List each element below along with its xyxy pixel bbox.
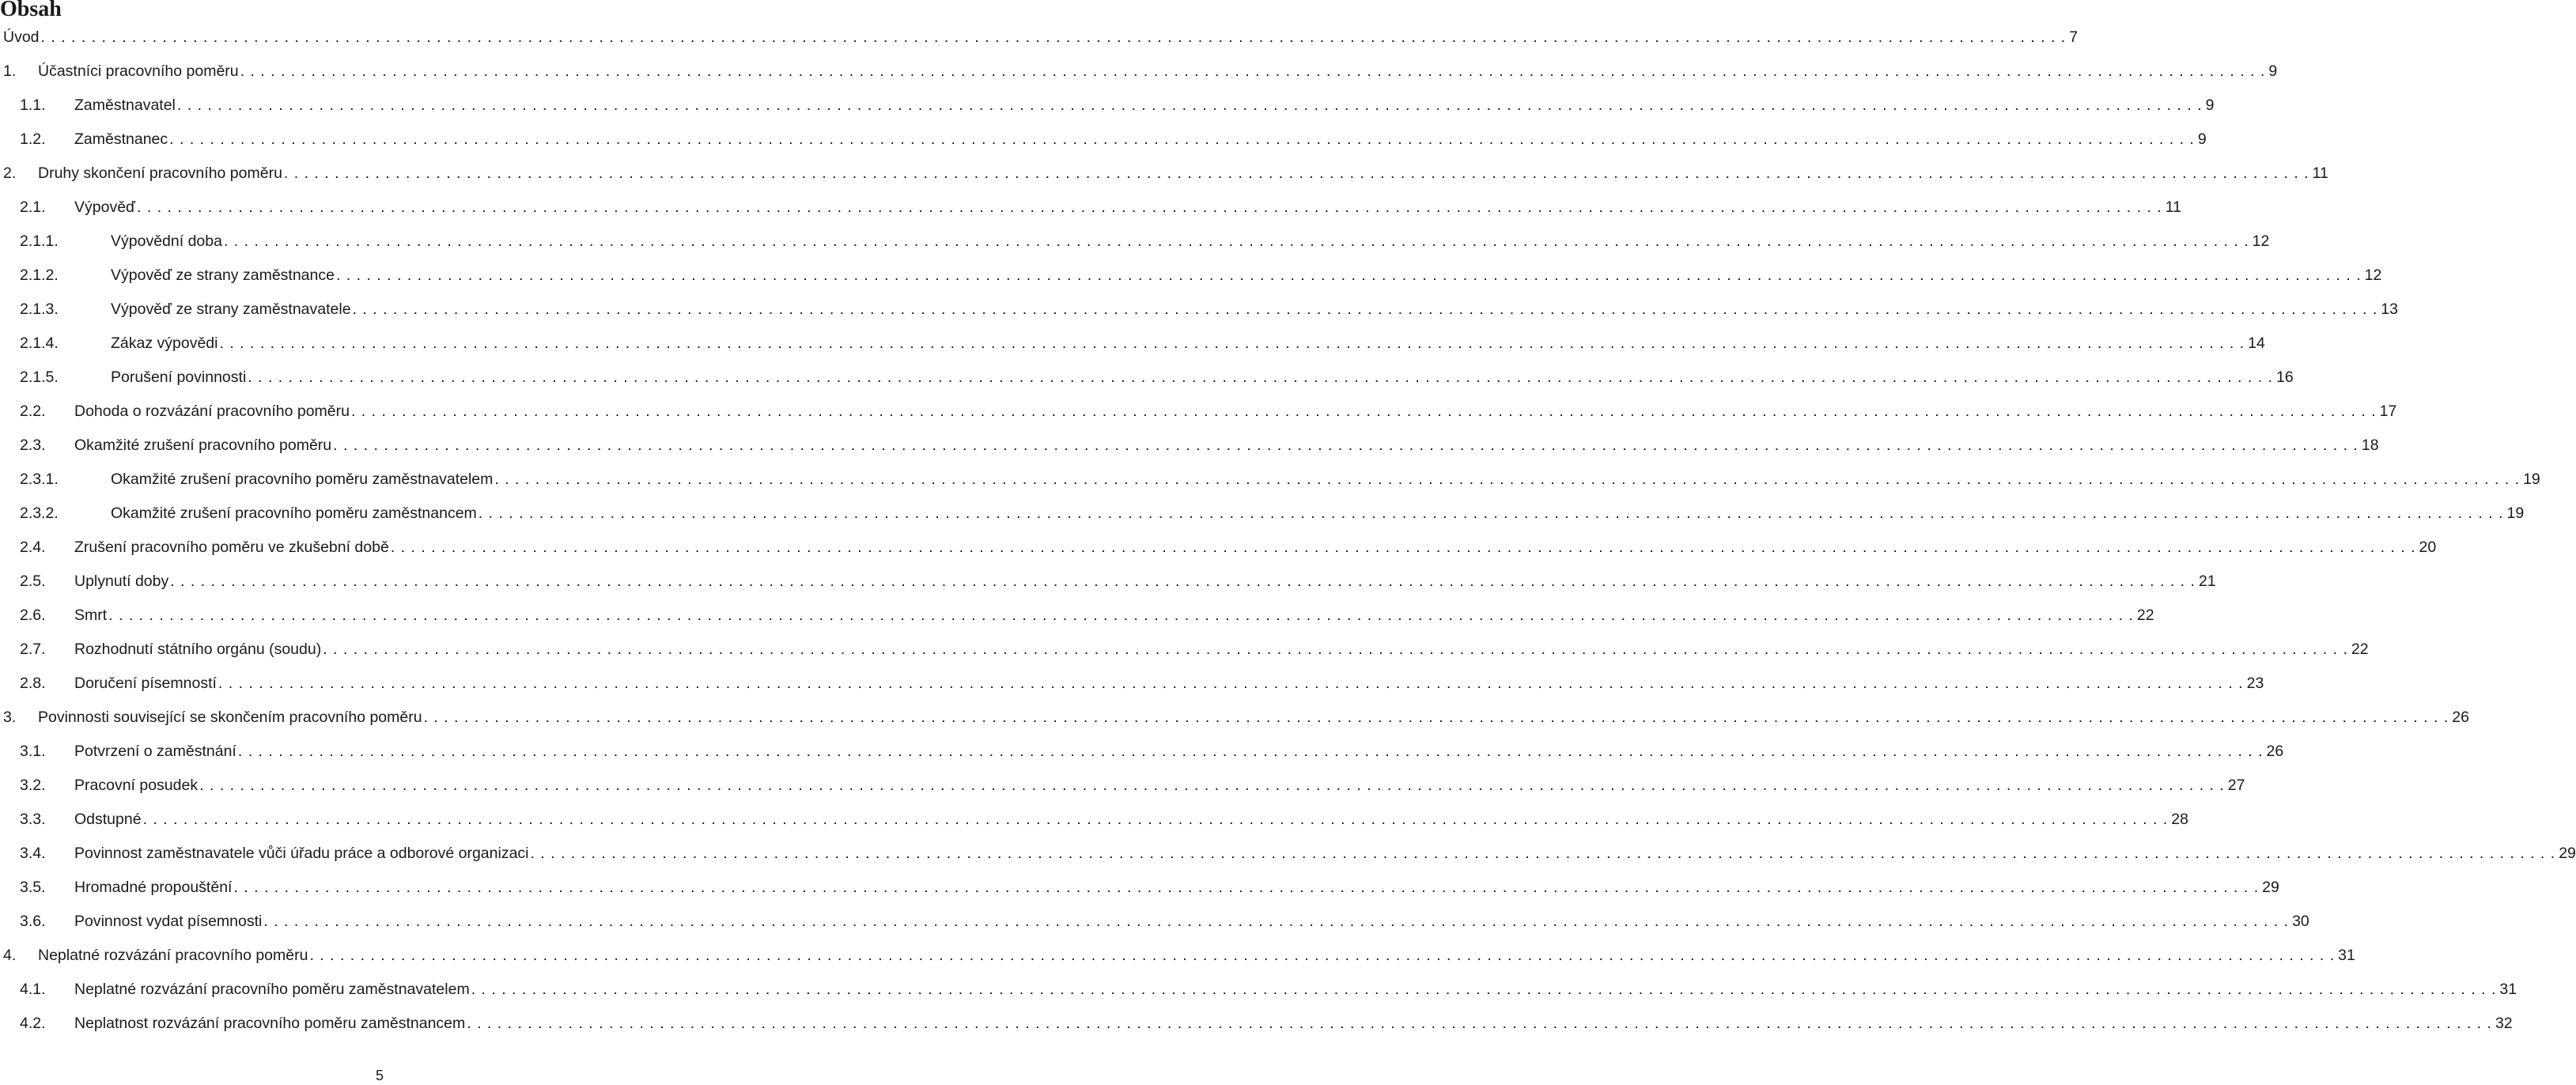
toc-entry-title: Odstupné: [74, 807, 143, 831]
toc-entry-page: 31: [2335, 943, 2355, 967]
toc-dot-leader: . . . . . . . . . . . . . . . . . . . . . . . . . . . . . . . . . . . . . . . . . . . . . . . . . . . . . . . . . . . . . . . . . . . . . . . . . . . . . . . . . . . . . . . . . . . . . . . . . . . . . . . . . . . . . . . . . . . . . . . . . . . . . . . . . . . . . . . . . . . . . . . . . . . . . . . . . . . . . . . . . . . . . . . . . . . . . . . . . . . . . . . . . . . . . . . . . . . . . . . .: [494, 471, 2521, 488]
toc-entry-title: Okamžité zrušení pracovního poměru: [74, 433, 333, 457]
toc-dot-leader: . . . . . . . . . . . . . . . . . . . . . . . . . . . . . . . . . . . . . . . . . . . . . . . . . . . . . . . . . . . . . . . . . . . . . . . . . . . . . . . . . . . . . . . . . . . . . . . . . . . . . . . . . . . . . . . . . . . . . . . . . . . . . . . . . . . . . . . . . . . . . . . . . . . . . . . . . . . . . . . . . . . . . . . . . . . . . . . . . . . . . . . . . . . . . . . . . . . . . . . .: [199, 777, 2225, 794]
toc-entry-number: 1.1.: [20, 96, 46, 114]
toc-entry-title: Smrt: [74, 603, 108, 627]
toc-entry-page: 14: [2245, 331, 2265, 355]
toc-entry-number: 4.1.: [20, 981, 46, 998]
toc-entry-title: Zákaz výpovědi: [111, 331, 219, 355]
toc-entry[interactable]: [0, 535, 2437, 559]
toc-entry-title: Zaměstnavatel: [74, 93, 177, 117]
toc-entry[interactable]: [0, 161, 2328, 185]
toc-entry-title: Zrušení pracovního poměru ve zkušební době: [74, 535, 391, 559]
toc-entry-number: 2.8.: [20, 675, 46, 692]
toc-entry-title: Povinnost zaměstnavatele vůči úřadu práce a odborové organizaci: [74, 841, 531, 865]
toc-entry-page: 31: [2496, 977, 2517, 1001]
toc-entry-title: Výpověď ze strany zaměstnance: [111, 263, 336, 287]
toc-entry-title: Okamžité zrušení pracovního poměru zaměstnancem: [111, 501, 479, 525]
toc-entry-page: 22: [2348, 637, 2369, 661]
toc-entry-title: Pracovní posudek: [74, 773, 199, 797]
toc-entry[interactable]: [0, 195, 2181, 219]
toc-entry-page: 11: [2309, 161, 2328, 185]
toc-entry-title: Uplynutí doby: [74, 569, 170, 593]
toc-entry-page: 16: [2273, 365, 2294, 389]
toc-entry-number: 3.2.: [20, 777, 46, 794]
toc-entry[interactable]: [0, 59, 2278, 83]
toc-dot-leader: . . . . . . . . . . . . . . . . . . . . . . . . . . . . . . . . . . . . . . . . . . . . . . . . . . . . . . . . . . . . . . . . . . . . . . . . . . . . . . . . . . . . . . . . . . . . . . . . . . . . . . . . . . . . . . . . . . . . . . . . . . . . . . . . . . . . . . . . . . . . . . . . . . . . . . . . . . . . . . . . . . . . . . . . . . . . . . . . . . . . . . . . . . . . . . . . . . . . . . . .: [309, 947, 2336, 964]
toc-entry[interactable]: [0, 739, 2284, 763]
toc-entry-page: 13: [2377, 297, 2398, 321]
toc-dot-leader: . . . . . . . . . . . . . . . . . . . . . . . . . . . . . . . . . . . . . . . . . . . . . . . . . . . . . . . . . . . . . . . . . . . . . . . . . . . . . . . . . . . . . . . . . . . . . . . . . . . . . . . . . . . . . . . . . . . . . . . . . . . . . . . . . . . . . . . . . . . . . . . . . . . . . . . . . . . . . . . . . . . . . . . . . . . . . . . . . . . . . . . . . . . . . . . . . . . . . . . .: [478, 505, 2504, 522]
toc-entry-number: 2.1.5.: [20, 369, 59, 386]
toc-entry-page: 27: [2225, 773, 2245, 797]
toc-entry-page: 26: [2449, 705, 2469, 729]
toc-entry-number: 2.6.: [20, 607, 46, 624]
toc-dot-leader: . . . . . . . . . . . . . . . . . . . . . . . . . . . . . . . . . . . . . . . . . . . . . . . . . . . . . . . . . . . . . . . . . . . . . . . . . . . . . . . . . . . . . . . . . . . . . . . . . . . . . . . . . . . . . . . . . . . . . . . . . . . . . . . . . . . . . . . . . . . . . . . . . . . . . . . . . . . . . . . . . . . . . . . . . . . . . . . . . . . . . . . . . . . . . . . . . . . . . . . .: [248, 369, 2273, 386]
toc-entry[interactable]: [0, 1011, 2513, 1035]
toc-dot-leader: . . . . . . . . . . . . . . . . . . . . . . . . . . . . . . . . . . . . . . . . . . . . . . . . . . . . . . . . . . . . . . . . . . . . . . . . . . . . . . . . . . . . . . . . . . . . . . . . . . . . . . . . . . . . . . . . . . . . . . . . . . . . . . . . . . . . . . . . . . . . . . . . . . . . . . . . . . . . . . . . . . . . . . . . . . . . . . . . . . . . . . . . . . . . . . . . . . . . . . . .: [283, 164, 2309, 182]
toc-dot-leader: . . . . . . . . . . . . . . . . . . . . . . . . . . . . . . . . . . . . . . . . . . . . . . . . . . . . . . . . . . . . . . . . . . . . . . . . . . . . . . . . . . . . . . . . . . . . . . . . . . . . . . . . . . . . . . . . . . . . . . . . . . . . . . . . . . . . . . . . . . . . . . . . . . . . . . . . . . . . . . . . . . . . . . . . . . . . . . . . . . . . . . . . . . . . . . . . . . . . . . . .: [240, 62, 2266, 80]
toc-dot-leader: . . . . . . . . . . . . . . . . . . . . . . . . . . . . . . . . . . . . . . . . . . . . . . . . . . . . . . . . . . . . . . . . . . . . . . . . . . . . . . . . . . . . . . . . . . . . . . . . . . . . . . . . . . . . . . . . . . . . . . . . . . . . . . . . . . . . . . . . . . . . . . . . . . . . . . . . . . . . . . . . . . . . . . . . . . . . . . . . . . . . . . . . . . . . . . . . . . . . . . . .: [352, 301, 2378, 318]
toc-dot-leader: . . . . . . . . . . . . . . . . . . . . . . . . . . . . . . . . . . . . . . . . . . . . . . . . . . . . . . . . . . . . . . . . . . . . . . . . . . . . . . . . . . . . . . . . . . . . . . . . . . . . . . . . . . . . . . . . . . . . . . . . . . . . . . . . . . . . . . . . . . . . . . . . . . . . . . . . . . . . . . . . . . . . . . . . . . . . . . . . . . . . . . . . . . . . . . . . . . . . . . . .: [223, 232, 2249, 250]
toc-dot-leader: . . . . . . . . . . . . . . . . . . . . . . . . . . . . . . . . . . . . . . . . . . . . . . . . . . . . . . . . . . . . . . . . . . . . . . . . . . . . . . . . . . . . . . . . . . . . . . . . . . . . . . . . . . . . . . . . . . . . . . . . . . . . . . . . . . . . . . . . . . . . . . . . . . . . . . . . . . . . . . . . . . . . . . . . . . . . . . . . . . . . . . . . . . . . . . . . . . . . . . . .: [335, 267, 2362, 284]
toc-entry-page: 7: [2066, 25, 2078, 49]
toc-entry-number: 3.4.: [20, 845, 46, 862]
toc-entry-number: 3.1.: [20, 743, 46, 760]
toc-dot-leader: . . . . . . . . . . . . . . . . . . . . . . . . . . . . . . . . . . . . . . . . . . . . . . . . . . . . . . . . . . . . . . . . . . . . . . . . . . . . . . . . . . . . . . . . . . . . . . . . . . . . . . . . . . . . . . . . . . . . . . . . . . . . . . . . . . . . . . . . . . . . . . . . . . . . . . . . . . . . . . . . . . . . . . . . . . . . . . . . . . . . . . . . . . . . . . . . . . . . . . . .: [176, 96, 2203, 114]
page-number: 5: [375, 1068, 384, 1083]
toc-entry-title: Potvrzení o zaměstnání: [74, 739, 238, 763]
toc-dot-leader: . . . . . . . . . . . . . . . . . . . . . . . . . . . . . . . . . . . . . . . . . . . . . . . . . . . . . . . . . . . . . . . . . . . . . . . . . . . . . . . . . . . . . . . . . . . . . . . . . . . . . . . . . . . . . . . . . . . . . . . . . . . . . . . . . . . . . . . . . . . . . . . . . . . . . . . . . . . . . . . . . . . . . . . . . . . . . . . . . . . . . . . . . . . . . . . . . . . . . . . .: [219, 335, 2245, 352]
toc-entry-page: 9: [2195, 127, 2207, 151]
toc-entry-page: 19: [2503, 501, 2524, 525]
toc-dot-leader: . . . . . . . . . . . . . . . . . . . . . . . . . . . . . . . . . . . . . . . . . . . . . . . . . . . . . . . . . . . . . . . . . . . . . . . . . . . . . . . . . . . . . . . . . . . . . . . . . . . . . . . . . . . . . . . . . . . . . . . . . . . . . . . . . . . . . . . . . . . . . . . . . . . . . . . . . . . . . . . . . . . . . . . . . . . . . . . . . . . . . . . . . . . . . . . . . . . . . . . .: [108, 607, 2134, 624]
toc-dot-leader: . . . . . . . . . . . . . . . . . . . . . . . . . . . . . . . . . . . . . . . . . . . . . . . . . . . . . . . . . . . . . . . . . . . . . . . . . . . . . . . . . . . . . . . . . . . . . . . . . . . . . . . . . . . . . . . . . . . . . . . . . . . . . . . . . . . . . . . . . . . . . . . . . . . . . . . . . . . . . . . . . . . . . . . . . . . . . . . . . . . . . . . . . . . . . . . . . . . . . . . .: [263, 913, 2290, 930]
toc-entry-number: 2.3.: [20, 437, 46, 454]
toc-entry[interactable]: [0, 93, 2215, 117]
toc-dot-leader: . . . . . . . . . . . . . . . . . . . . . . . . . . . . . . . . . . . . . . . . . . . . . . . . . . . . . . . . . . . . . . . . . . . . . . . . . . . . . . . . . . . . . . . . . . . . . . . . . . . . . . . . . . . . . . . . . . . . . . . . . . . . . . . . . . . . . . . . . . . . . . . . . . . . . . . . . . . . . . . . . . . . . . . . . . . . . . . . . . . . . . . . . . . . . . . . . . . . . . . .: [471, 981, 2497, 998]
toc-entry-number: 2.3.2.: [20, 505, 59, 522]
toc-dot-leader: . . . . . . . . . . . . . . . . . . . . . . . . . . . . . . . . . . . . . . . . . . . . . . . . . . . . . . . . . . . . . . . . . . . . . . . . . . . . . . . . . . . . . . . . . . . . . . . . . . . . . . . . . . . . . . . . . . . . . . . . . . . . . . . . . . . . . . . . . . . . . . . . . . . . . . . . . . . . . . . . . . . . . . . . . . . . . . . . . . . . . . . . . . . . . . . . . . . . . . . .: [218, 675, 2244, 692]
toc-entry-number: 2.2.: [20, 403, 46, 420]
toc-dot-leader: . . . . . . . . . . . . . . . . . . . . . . . . . . . . . . . . . . . . . . . . . . . . . . . . . . . . . . . . . . . . . . . . . . . . . . . . . . . . . . . . . . . . . . . . . . . . . . . . . . . . . . . . . . . . . . . . . . . . . . . . . . . . . . . . . . . . . . . . . . . . . . . . . . . . . . . . . . . . . . . . . . . . . . . . . . . . . . . . . . . . . . . . . . . . . . . . . . . . . . . .: [40, 28, 2067, 46]
toc-entry[interactable]: [0, 773, 2245, 797]
toc-entry-number: 3.6.: [20, 913, 46, 930]
toc-entry-page: 23: [2244, 671, 2264, 695]
toc-entry-number: 3.: [3, 709, 17, 726]
toc-entry-page: 30: [2289, 909, 2309, 933]
toc-entry-title: Účastníci pracovního poměru: [38, 59, 240, 83]
toc-entry-title: Porušení povinnosti: [111, 365, 248, 389]
toc-entry[interactable]: [0, 433, 2379, 457]
toc-entry-number: 1.2.: [20, 130, 46, 148]
toc-dot-leader: . . . . . . . . . . . . . . . . . . . . . . . . . . . . . . . . . . . . . . . . . . . . . . . . . . . . . . . . . . . . . . . . . . . . . . . . . . . . . . . . . . . . . . . . . . . . . . . . . . . . . . . . . . . . . . . . . . . . . . . . . . . . . . . . . . . . . . . . . . . . . . . . . . . . . . . . . . . . . . . . . . . . . . . . . . . . . . . . . . . . . . . . . . . . . . . . . . . . . . . .: [423, 709, 2449, 726]
toc-entry[interactable]: [0, 263, 2382, 287]
toc-entry-page: 9: [2203, 93, 2215, 117]
toc-entry-number: 3.3.: [20, 811, 46, 828]
toc-heading: Obsah: [0, 0, 62, 21]
toc-entry[interactable]: [0, 331, 2265, 355]
toc-entry[interactable]: [0, 875, 2279, 899]
toc-entry-title: Povinnosti související se skončením pracovního poměru: [38, 705, 424, 729]
toc-entry-title: Druhy skončení pracovního poměru: [38, 161, 284, 185]
toc-entry-page: 28: [2168, 807, 2188, 831]
toc-entry-number: 4.2.: [20, 1015, 46, 1032]
toc-dot-leader: . . . . . . . . . . . . . . . . . . . . . . . . . . . . . . . . . . . . . . . . . . . . . . . . . . . . . . . . . . . . . . . . . . . . . . . . . . . . . . . . . . . . . . . . . . . . . . . . . . . . . . . . . . . . . . . . . . . . . . . . . . . . . . . . . . . . . . . . . . . . . . . . . . . . . . . . . . . . . . . . . . . . . . . . . . . . . . . . . . . . . . . . . . . . . . . . . . . . . . . .: [530, 845, 2556, 862]
toc-entry-number: 2.1.4.: [20, 335, 59, 352]
toc-dot-leader: . . . . . . . . . . . . . . . . . . . . . . . . . . . . . . . . . . . . . . . . . . . . . . . . . . . . . . . . . . . . . . . . . . . . . . . . . . . . . . . . . . . . . . . . . . . . . . . . . . . . . . . . . . . . . . . . . . . . . . . . . . . . . . . . . . . . . . . . . . . . . . . . . . . . . . . . . . . . . . . . . . . . . . . . . . . . . . . . . . . . . . . . . . . . . . . . . . . . . . . .: [142, 811, 2169, 828]
toc-entry-title: Výpovědní doba: [111, 229, 224, 253]
toc-entry-title: Zaměstnanec: [74, 127, 169, 151]
toc-dot-leader: . . . . . . . . . . . . . . . . . . . . . . . . . . . . . . . . . . . . . . . . . . . . . . . . . . . . . . . . . . . . . . . . . . . . . . . . . . . . . . . . . . . . . . . . . . . . . . . . . . . . . . . . . . . . . . . . . . . . . . . . . . . . . . . . . . . . . . . . . . . . . . . . . . . . . . . . . . . . . . . . . . . . . . . . . . . . . . . . . . . . . . . . . . . . . . . . . . . . . . . .: [333, 437, 2358, 454]
toc-entry[interactable]: [0, 977, 2517, 1001]
toc-entry[interactable]: [0, 467, 2540, 491]
toc-entry-title: Okamžité zrušení pracovního poměru zaměstnavatelem: [111, 467, 494, 491]
toc-entry-page: 17: [2377, 399, 2397, 423]
toc-entry-number: 2.1.: [20, 198, 46, 216]
toc-entry-number: 1.: [3, 62, 17, 80]
toc-entry-number: 2.4.: [20, 539, 46, 556]
toc-entry-title: Neplatné rozvázání pracovního poměru zaměstnavatelem: [74, 977, 471, 1001]
toc-entry-page: 32: [2492, 1011, 2513, 1035]
toc-entry[interactable]: [0, 501, 2525, 525]
toc-entry[interactable]: [0, 841, 2576, 865]
toc-entry-title: Rozhodnutí státního orgánu (soudu): [74, 637, 323, 661]
toc-entry-title: Neplatnost rozvázání pracovního poměru zaměstnancem: [74, 1011, 467, 1035]
toc-entry-title: Povinnost vydat písemnosti: [74, 909, 263, 933]
toc-dot-leader: . . . . . . . . . . . . . . . . . . . . . . . . . . . . . . . . . . . . . . . . . . . . . . . . . . . . . . . . . . . . . . . . . . . . . . . . . . . . . . . . . . . . . . . . . . . . . . . . . . . . . . . . . . . . . . . . . . . . . . . . . . . . . . . . . . . . . . . . . . . . . . . . . . . . . . . . . . . . . . . . . . . . . . . . . . . . . . . . . . . . . . . . . . . . . . . . . . . . . . . .: [237, 743, 2264, 760]
toc-entry-number: 2.: [3, 164, 17, 182]
toc-entry-title: Doručení písemností: [74, 671, 218, 695]
toc-entry-number: 4.: [3, 947, 17, 964]
toc-entry-page: 9: [2265, 59, 2277, 83]
toc-entry-number: 2.3.1.: [20, 471, 59, 488]
toc-dot-leader: . . . . . . . . . . . . . . . . . . . . . . . . . . . . . . . . . . . . . . . . . . . . . . . . . . . . . . . . . . . . . . . . . . . . . . . . . . . . . . . . . . . . . . . . . . . . . . . . . . . . . . . . . . . . . . . . . . . . . . . . . . . . . . . . . . . . . . . . . . . . . . . . . . . . . . . . . . . . . . . . . . . . . . . . . . . . . . . . . . . . . . . . . . . . . . . . . . . . . . . .: [350, 403, 2377, 420]
toc-entry-page: 26: [2264, 739, 2284, 763]
toc-dot-leader: . . . . . . . . . . . . . . . . . . . . . . . . . . . . . . . . . . . . . . . . . . . . . . . . . . . . . . . . . . . . . . . . . . . . . . . . . . . . . . . . . . . . . . . . . . . . . . . . . . . . . . . . . . . . . . . . . . . . . . . . . . . . . . . . . . . . . . . . . . . . . . . . . . . . . . . . . . . . . . . . . . . . . . . . . . . . . . . . . . . . . . . . . . . . . . . . . . . . . . . .: [323, 641, 2348, 658]
toc-entry-page: 19: [2520, 467, 2540, 491]
toc-entry-number: 2.5.: [20, 573, 46, 590]
toc-entry-page: 18: [2358, 433, 2379, 457]
toc-entry-number: 2.1.3.: [20, 301, 59, 318]
toc-entry-page: 29: [2555, 841, 2576, 865]
toc-entry-number: 3.5.: [20, 879, 46, 896]
toc-dot-leader: . . . . . . . . . . . . . . . . . . . . . . . . . . . . . . . . . . . . . . . . . . . . . . . . . . . . . . . . . . . . . . . . . . . . . . . . . . . . . . . . . . . . . . . . . . . . . . . . . . . . . . . . . . . . . . . . . . . . . . . . . . . . . . . . . . . . . . . . . . . . . . . . . . . . . . . . . . . . . . . . . . . . . . . . . . . . . . . . . . . . . . . . . . . . . . . . . . . . . . . .: [467, 1015, 2492, 1032]
toc-entry[interactable]: [0, 909, 2309, 933]
toc-entry-title: Výpověď: [74, 195, 137, 219]
toc-entry[interactable]: [0, 603, 2154, 627]
toc-entry-page: 12: [2249, 229, 2270, 253]
toc-entry[interactable]: [0, 127, 2207, 151]
toc-entry-page: 29: [2259, 875, 2279, 899]
toc-entry[interactable]: [0, 297, 2398, 321]
toc-entry[interactable]: [0, 25, 2079, 49]
toc-entry-title: Hromadné propouštění: [74, 875, 233, 899]
toc-entry[interactable]: [0, 671, 2264, 695]
toc-entry-page: 21: [2196, 569, 2216, 593]
toc-entry[interactable]: [0, 807, 2188, 831]
toc-entry[interactable]: [0, 365, 2294, 389]
toc-dot-leader: . . . . . . . . . . . . . . . . . . . . . . . . . . . . . . . . . . . . . . . . . . . . . . . . . . . . . . . . . . . . . . . . . . . . . . . . . . . . . . . . . . . . . . . . . . . . . . . . . . . . . . . . . . . . . . . . . . . . . . . . . . . . . . . . . . . . . . . . . . . . . . . . . . . . . . . . . . . . . . . . . . . . . . . . . . . . . . . . . . . . . . . . . . . . . . . . . . . . . . . .: [233, 879, 2260, 896]
toc-entry[interactable]: [0, 399, 2397, 423]
toc-dot-leader: . . . . . . . . . . . . . . . . . . . . . . . . . . . . . . . . . . . . . . . . . . . . . . . . . . . . . . . . . . . . . . . . . . . . . . . . . . . . . . . . . . . . . . . . . . . . . . . . . . . . . . . . . . . . . . . . . . . . . . . . . . . . . . . . . . . . . . . . . . . . . . . . . . . . . . . . . . . . . . . . . . . . . . . . . . . . . . . . . . . . . . . . . . . . . . . . . . . . . . . .: [390, 539, 2416, 556]
toc-entry-title: Výpověď ze strany zaměstnavatele: [111, 297, 353, 321]
toc-entry[interactable]: [0, 705, 2469, 729]
toc-entry[interactable]: [0, 229, 2270, 253]
toc-dot-leader: . . . . . . . . . . . . . . . . . . . . . . . . . . . . . . . . . . . . . . . . . . . . . . . . . . . . . . . . . . . . . . . . . . . . . . . . . . . . . . . . . . . . . . . . . . . . . . . . . . . . . . . . . . . . . . . . . . . . . . . . . . . . . . . . . . . . . . . . . . . . . . . . . . . . . . . . . . . . . . . . . . . . . . . . . . . . . . . . . . . . . . . . . . . . . . . . . . . . . . . .: [170, 573, 2196, 590]
toc-dot-leader: . . . . . . . . . . . . . . . . . . . . . . . . . . . . . . . . . . . . . . . . . . . . . . . . . . . . . . . . . . . . . . . . . . . . . . . . . . . . . . . . . . . . . . . . . . . . . . . . . . . . . . . . . . . . . . . . . . . . . . . . . . . . . . . . . . . . . . . . . . . . . . . . . . . . . . . . . . . . . . . . . . . . . . . . . . . . . . . . . . . . . . . . . . . . . . . . . . . . . . . .: [169, 130, 2195, 148]
toc-entry-title: Neplatné rozvázání pracovního poměru: [38, 943, 309, 967]
toc-entry[interactable]: [0, 943, 2355, 967]
toc-entry-title: Úvod: [3, 25, 41, 49]
toc-entry-title: Dohoda o rozvázání pracovního poměru: [74, 399, 351, 423]
toc-entry[interactable]: [0, 637, 2369, 661]
toc-dot-leader: . . . . . . . . . . . . . . . . . . . . . . . . . . . . . . . . . . . . . . . . . . . . . . . . . . . . . . . . . . . . . . . . . . . . . . . . . . . . . . . . . . . . . . . . . . . . . . . . . . . . . . . . . . . . . . . . . . . . . . . . . . . . . . . . . . . . . . . . . . . . . . . . . . . . . . . . . . . . . . . . . . . . . . . . . . . . . . . . . . . . . . . . . . . . . . . . . . . . . . . .: [137, 198, 2162, 216]
toc-entry-number: 2.1.2.: [20, 267, 59, 284]
toc-entry-number: 2.1.1.: [20, 232, 59, 250]
toc-entry-page: 11: [2162, 195, 2181, 219]
toc-entry-number: 2.7.: [20, 641, 46, 658]
toc-entry-page: 12: [2362, 263, 2382, 287]
toc-entry-page: 20: [2416, 535, 2437, 559]
toc-entry[interactable]: [0, 569, 2216, 593]
toc-entry-page: 22: [2134, 603, 2154, 627]
